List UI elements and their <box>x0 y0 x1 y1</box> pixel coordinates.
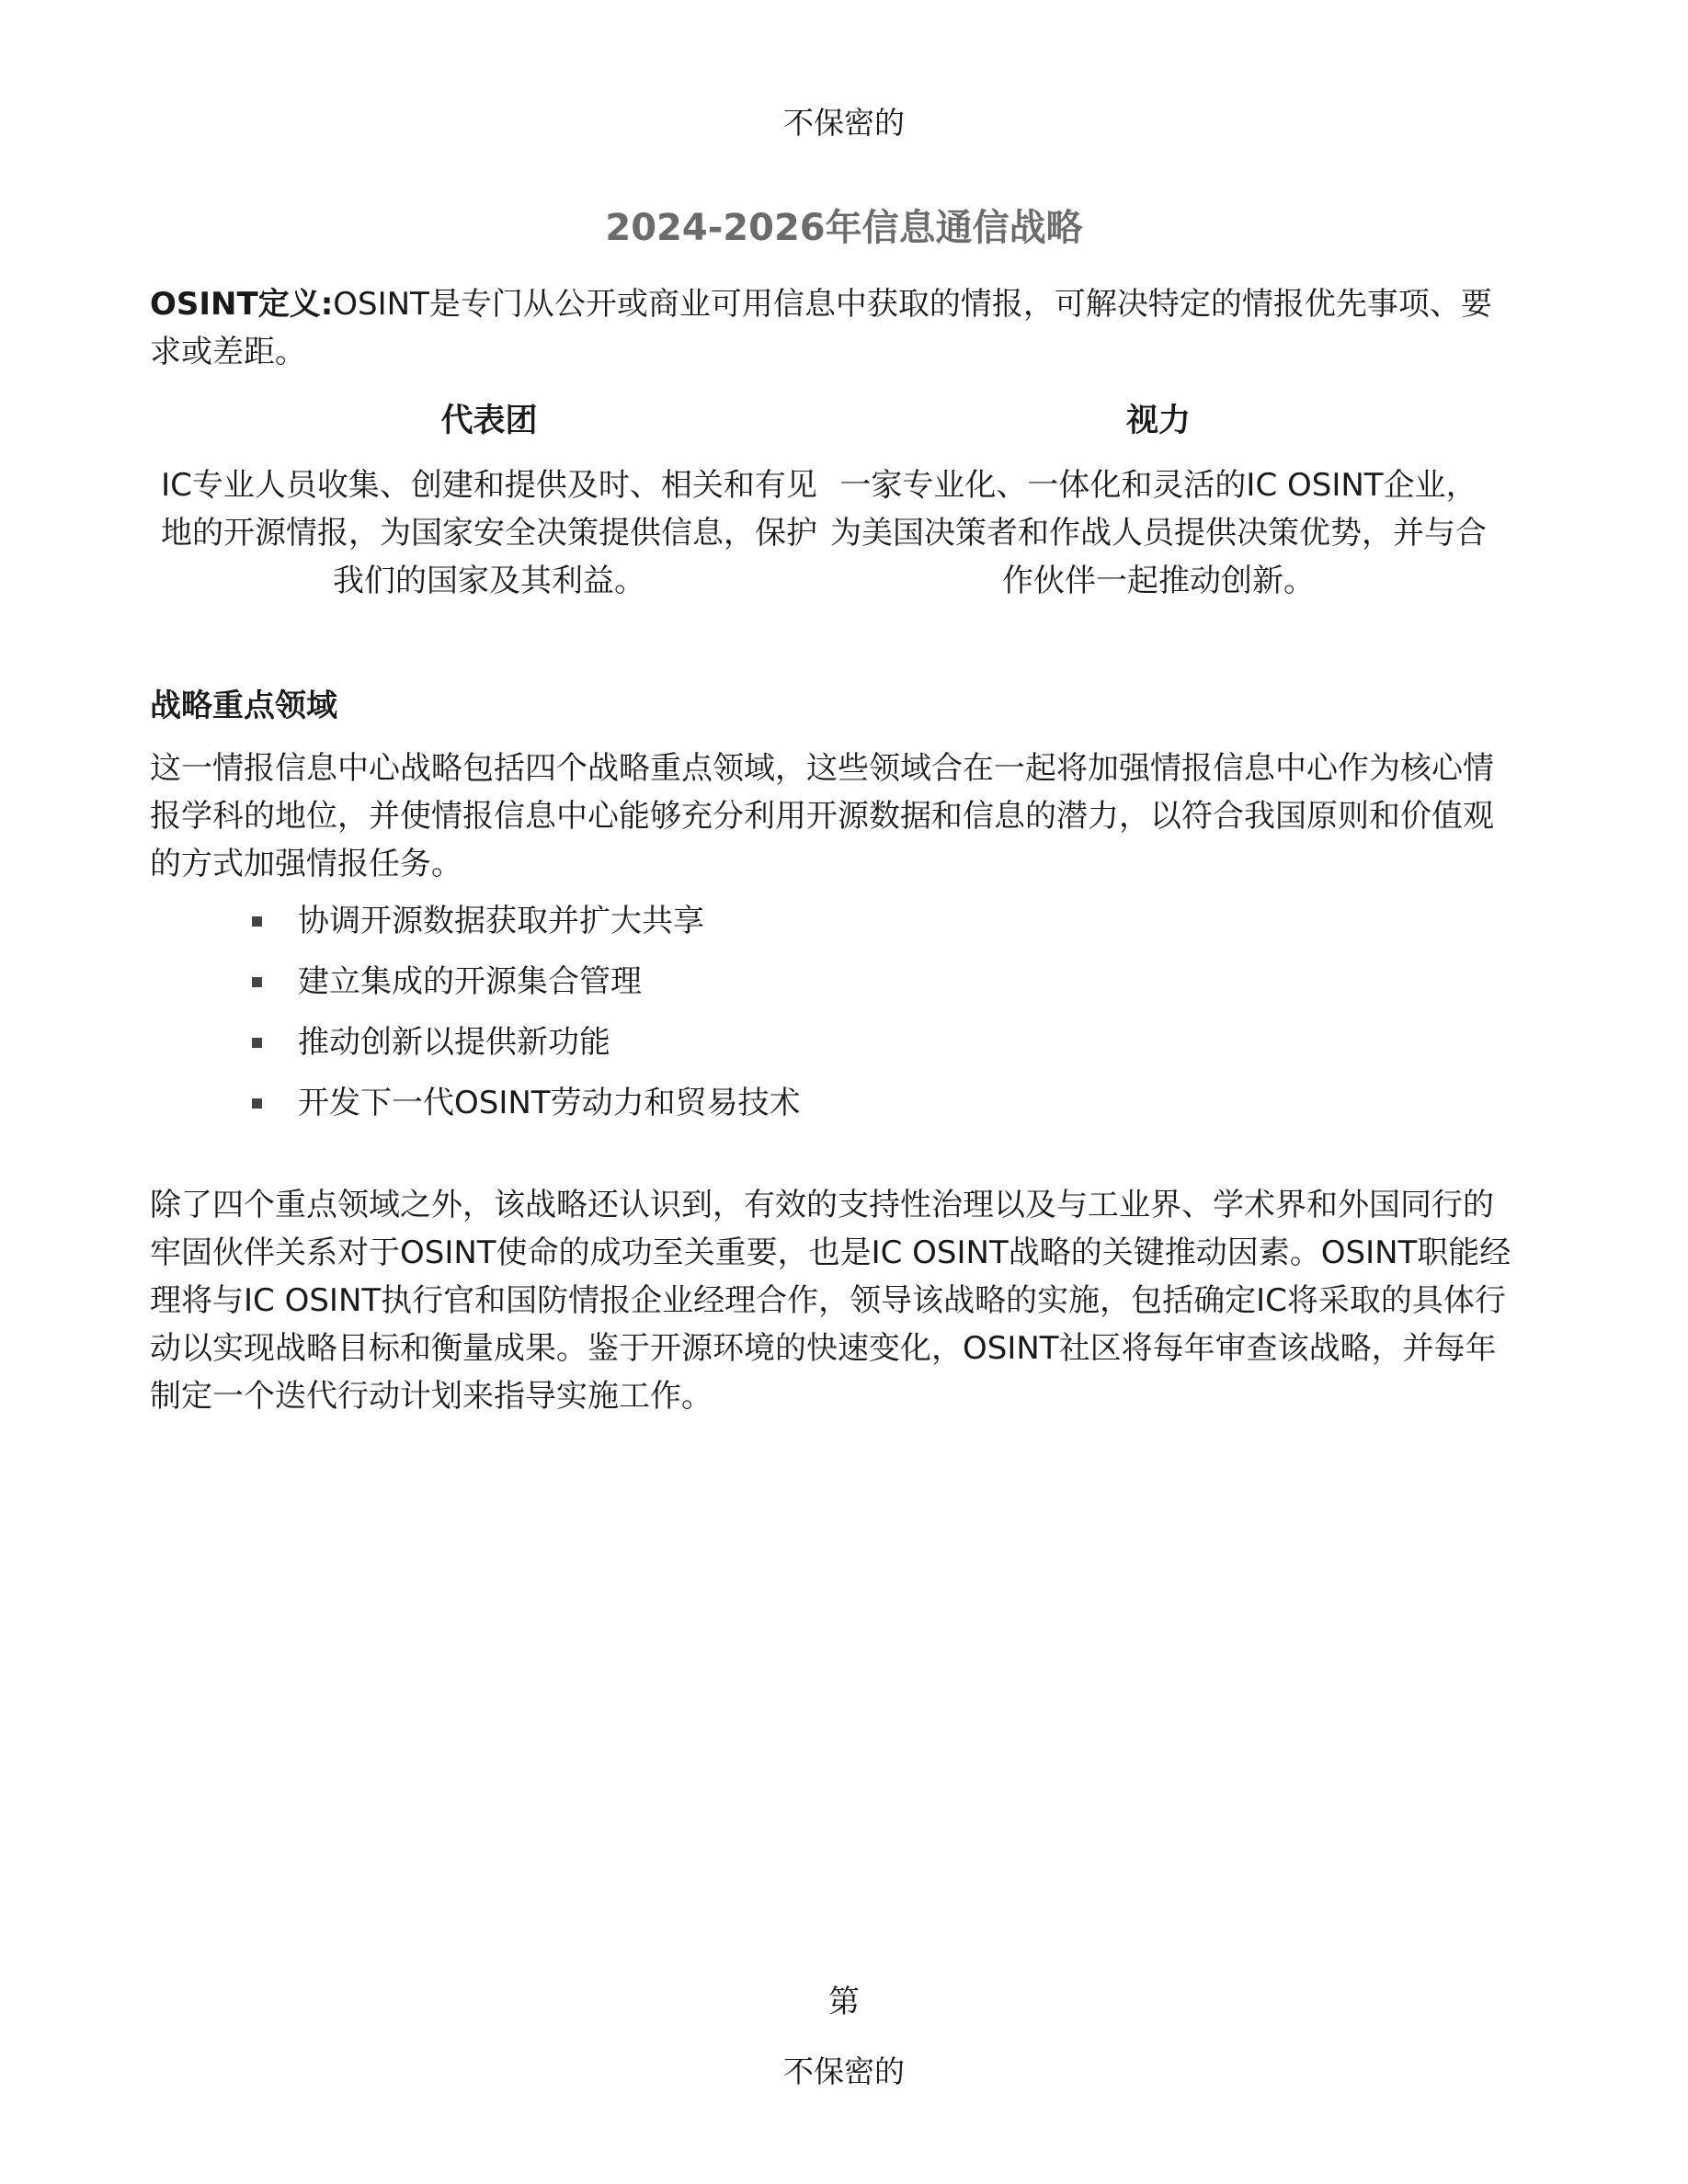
list-item-text: 建立集成的开源集合管理 <box>298 963 642 1000</box>
focus-areas-intro: 这一情报信息中心战略包括四个战略重点领域，这些领域合在一起将加强情报信息中心作为核心情报学科的地位，并使情报信息中心能够充分利用开源数据和信息的潜力，以符合我国原则和价值观的方式加强情报任务。 <box>150 750 1494 882</box>
mission-heading: 代表团 <box>440 403 538 439</box>
document-title: 2024-2026年信息通信战略 <box>605 207 1083 249</box>
focus-areas-heading: 战略重点领域 <box>150 688 337 724</box>
square-bullet-icon <box>252 977 262 987</box>
definition-label: OSINT定义: <box>150 286 334 323</box>
list-item <box>248 958 801 1018</box>
list-item-text: 推动创新以提供新功能 <box>298 1024 610 1061</box>
vision-column <box>827 393 1489 605</box>
list-item <box>248 1018 801 1079</box>
list-item-text: 协调开源数据获取并扩大共享 <box>298 903 704 939</box>
square-bullet-icon <box>252 916 262 927</box>
definition-text: OSINT是专门从公开或商业可用信息中获取的情报，可解决特定的情报优先事项、要求或差距。 <box>150 286 1492 370</box>
classification-header: 不保密的 <box>783 105 905 141</box>
mission-text: IC专业人员收集、创建和提供及时、相关和有见地的开源情报，为国家安全决策提供信息，保护我们的国家及其利益。 <box>161 467 817 599</box>
list-item-text: 开发下一代OSINT劳动力和贸易技术 <box>298 1085 801 1121</box>
focus-areas-list <box>248 897 801 1140</box>
page-number: 第 <box>828 1984 860 2020</box>
closing-paragraph: 除了四个重点领域之外，该战略还认识到，有效的支持性治理以及与工业界、学术界和外国同行的牢固伙伴关系对于OSINT使命的成功至关重要，也是IC OSINT战略的关键推动因素。OSINT职能经理将与IC OSINT执行官和国防情报企业经理合作，领导该战略的实施，包括确定IC将采取的具体行动以实现战略目标和衡量成果。鉴于开源环境的快速变化，OSINT社区将每年审查该战略，并每年制定一个迭代行动计划来指导实施工作。 <box>150 1187 1511 1415</box>
square-bullet-icon <box>252 1038 262 1048</box>
mission-column <box>158 393 820 605</box>
square-bullet-icon <box>252 1098 262 1109</box>
classification-footer: 不保密的 <box>783 2053 905 2089</box>
osint-definition <box>150 280 1520 376</box>
vision-text: 一家专业化、一体化和灵活的IC OSINT企业，为美国决策者和作战人员提供决策优势，并与合作伙伴一起推动创新。 <box>830 467 1487 599</box>
list-item <box>248 1079 801 1140</box>
vision-heading: 视力 <box>1125 403 1191 439</box>
list-item <box>248 897 801 958</box>
